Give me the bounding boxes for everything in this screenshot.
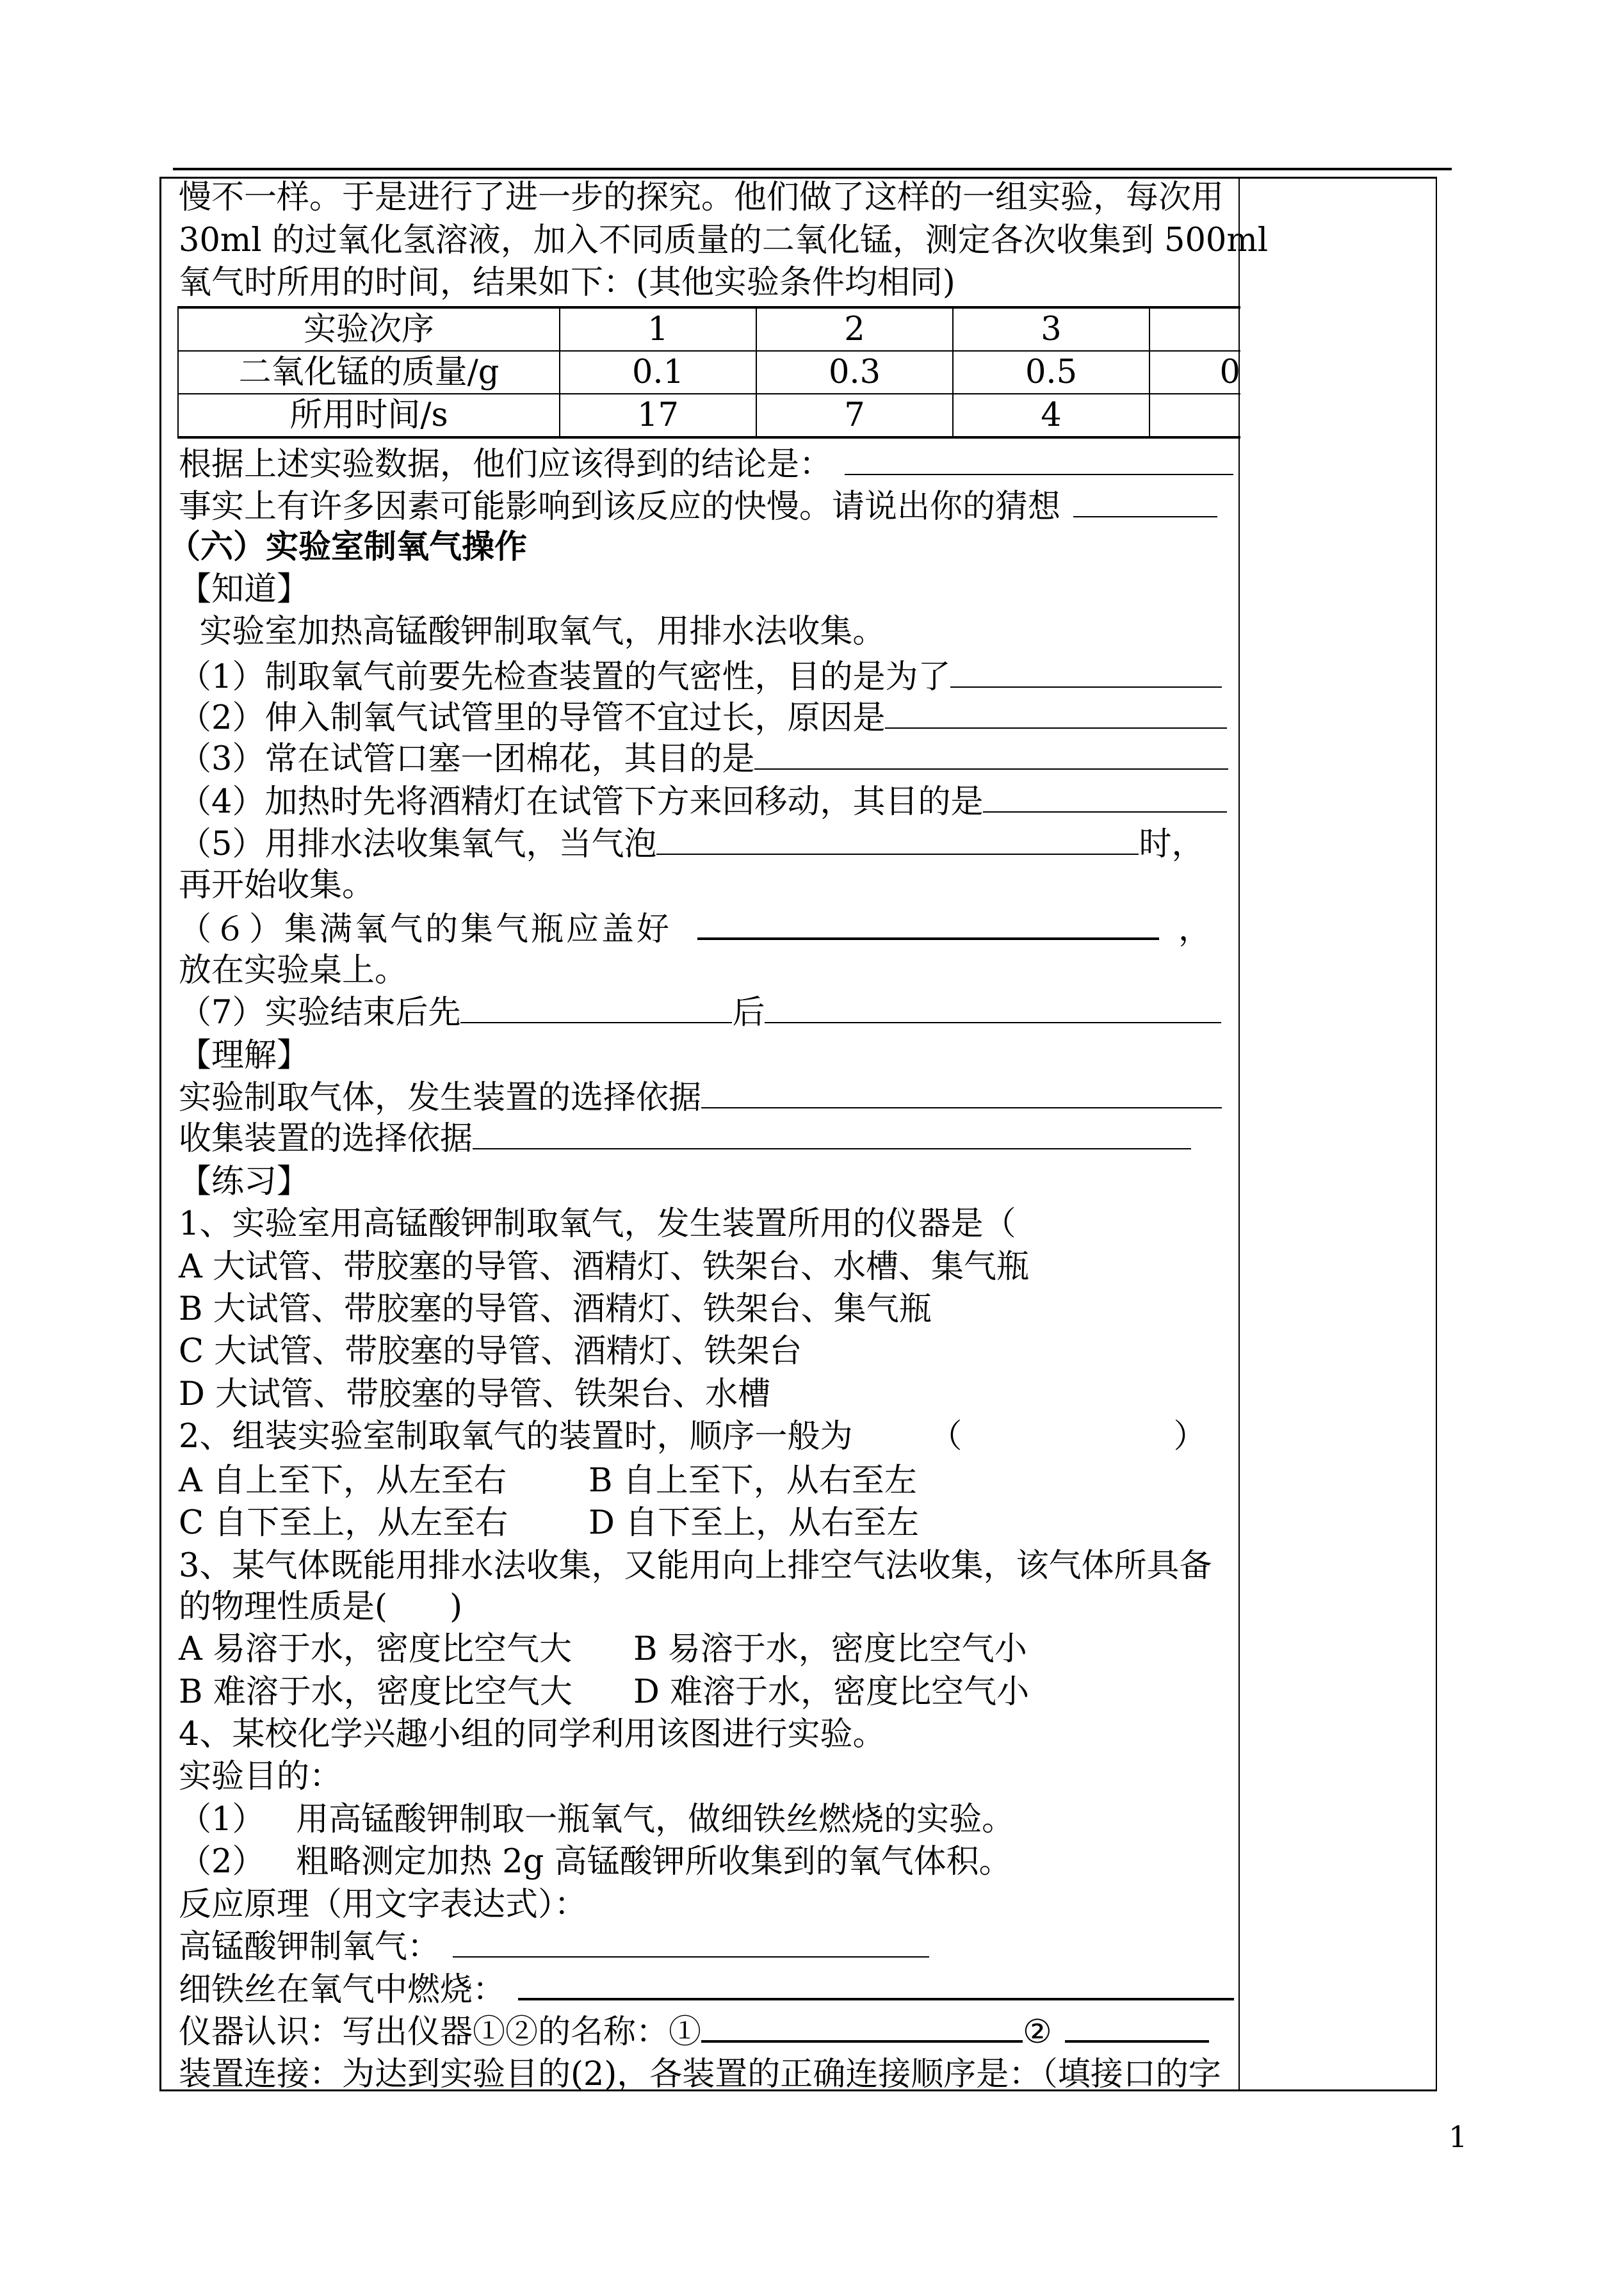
answer-blank[interactable] [754, 743, 1228, 770]
question-line [179, 823, 1204, 866]
question-line: 3、某气体既能用排水法收集，又能用向上排空气法收集，该气体所具备 [179, 1547, 1212, 1585]
table-cell: 0.1 [560, 351, 756, 394]
question-text: 实验制取气体，发生装置的选择依据 [179, 1079, 702, 1117]
question-line: 装置连接：为达到实验目的(2)，各装置的正确连接顺序是：（填接口的字 [179, 2056, 1221, 2093]
section-title: （六）实验室制氧气操作 [168, 528, 528, 566]
question-text: （2）伸入制氧气试管里的导管不宜过长，原因是 [179, 699, 886, 737]
question-line [179, 1118, 1191, 1160]
answer-blank[interactable] [701, 2015, 1023, 2043]
paren-close: ） [1173, 1418, 1206, 1456]
answer-blank[interactable] [950, 661, 1222, 688]
answer-blank[interactable] [518, 1972, 1234, 2000]
table-cell: 17 [560, 394, 756, 437]
option-line: C 大试管、带胶塞的导管、酒精灯、铁架台 [179, 1333, 802, 1370]
paren-open: （ [929, 1418, 962, 1456]
option-d: D 自下至上，从右至左 [589, 1504, 920, 1542]
question-text: （7）实验结束后先 [179, 994, 461, 1032]
table-cell [1149, 394, 1240, 437]
answer-blank[interactable] [765, 996, 1221, 1023]
option-c: C 自下至上，从左至右 [179, 1504, 508, 1542]
question-line [179, 2011, 1209, 2054]
answer-blank[interactable] [1073, 491, 1217, 517]
question-text: 收集装置的选择依据 [179, 1120, 473, 1158]
guess-line [179, 486, 1217, 528]
know-intro: 实验室加热高锰酸钾制取氧气，用排水法收集。 [179, 613, 886, 651]
question-text: 高锰酸钾制氧气： [179, 1928, 441, 1966]
intro-line: 氧气时所用的时间，结果如下：(其他实验条件均相同) [179, 264, 955, 302]
question-text: 2、组装实验室制取氧气的装置时，顺序一般为 [179, 1418, 853, 1456]
table-cell: 3 [953, 307, 1149, 351]
question-text: （６）集满氧气的集气瓶应盖好 [179, 911, 672, 948]
answer-blank[interactable] [845, 448, 1233, 475]
intro-line: 30ml 的过氧化氢溶液，加入不同质量的二氧化锰，测定各次收集到 500ml [179, 222, 1269, 259]
question-line: 再开始收集。 [179, 866, 375, 904]
option-line [179, 1502, 919, 1545]
answer-blank[interactable] [453, 1931, 929, 1958]
table-cell: 所用时间/s [178, 394, 560, 437]
option-b: B 自上至下，从右至左 [589, 1462, 917, 1500]
table-cell: 1 [560, 307, 756, 351]
option-b: B 易溶于水，密度比空气小 [633, 1630, 1027, 1668]
option-line [179, 1460, 917, 1502]
option-d: D 难溶于水，密度比空气小 [633, 1673, 1030, 1711]
question-text: 细铁丝在氧气中燃烧： [179, 1971, 506, 2009]
option-line: D 大试管、带胶塞的导管、铁架台、水槽 [179, 1375, 771, 1413]
question-text: （1）制取氧气前要先检查装置的气密性，目的是为了 [179, 658, 951, 696]
table-row [178, 351, 1240, 394]
question-line [179, 992, 1221, 1034]
question-line: 4、某校化学兴趣小组的同学利用该图进行实验。 [179, 1715, 886, 1753]
answer-blank[interactable] [885, 702, 1227, 729]
principle-label: 反应原理（用文字表达式）： [179, 1886, 587, 1924]
table-cell: 二氧化锰的质量/g [178, 351, 560, 394]
table-cell [1149, 307, 1240, 351]
table-cell: 0 [1149, 351, 1240, 394]
table-cell: 4 [953, 394, 1149, 437]
option-line: B 大试管、带胶塞的导管、酒精灯、铁架台、集气瓶 [179, 1290, 932, 1328]
answer-blank[interactable] [701, 1082, 1222, 1108]
answer-blank[interactable] [983, 786, 1227, 813]
column-divider [1238, 177, 1240, 2091]
answer-blank[interactable] [460, 996, 732, 1023]
intro-line: 慢不一样。于是进行了进一步的探究。他们做了这样的一组实验，每次用 [179, 179, 1224, 216]
question-line [179, 781, 1227, 823]
answer-blank[interactable] [656, 828, 1139, 855]
question-line [179, 1926, 929, 1968]
option-a: A 自上至下，从左至右 [179, 1462, 507, 1500]
page-number: 1 [1449, 2120, 1468, 2154]
table-row [178, 394, 1240, 437]
experiment-table [177, 306, 1240, 439]
practice-heading: 【练习】 [179, 1163, 310, 1201]
question-text: （4）加热时先将酒精灯在试管下方来回移动，其目的是 [179, 783, 984, 821]
question-line [179, 1969, 1234, 2011]
question-line [179, 909, 1211, 951]
option-line [179, 1628, 1027, 1671]
table-cell: 2 [756, 307, 953, 351]
question-line: 放在实验桌上。 [179, 952, 408, 989]
table-row [178, 307, 1240, 351]
table-cell: 实验次序 [178, 307, 560, 351]
purpose-label: 实验目的： [179, 1758, 343, 1796]
purpose-item: （1） 用高锰酸钾制取一瓶氧气，做细铁丝燃烧的实验。 [179, 1801, 1015, 1838]
option-line: A 大试管、带胶塞的导管、酒精灯、铁架台、水槽、集气瓶 [179, 1248, 1030, 1286]
conclusion-line [179, 444, 1233, 486]
question-line [179, 656, 1222, 699]
question-text: （3）常在试管口塞一团棉花，其目的是 [179, 740, 755, 778]
answer-blank[interactable] [473, 1123, 1191, 1149]
option-line [179, 1671, 1029, 1714]
question-line [179, 738, 1228, 781]
question-text: ② [1023, 2013, 1052, 2051]
question-text: 仪器认识：写出仪器①②的名称：① [179, 2013, 702, 2051]
answer-blank[interactable] [1065, 2015, 1209, 2043]
question-line [179, 1416, 1206, 1458]
table-cell: 0.5 [953, 351, 1149, 394]
conclusion-label: 根据上述实验数据，他们应该得到的结论是： [179, 446, 832, 483]
question-line: 1、实验室用高锰酸钾制取氧气，发生装置所用的仪器是（ [179, 1205, 1016, 1243]
question-line: 的物理性质是( ) [179, 1588, 463, 1626]
option-c: B 难溶于水，密度比空气大 [179, 1673, 572, 1711]
question-line [179, 697, 1227, 740]
understand-heading: 【理解】 [179, 1037, 310, 1075]
question-line [179, 1077, 1222, 1119]
table-cell: 7 [756, 394, 953, 437]
question-text: ， [1178, 911, 1212, 948]
header-rule [173, 168, 1452, 170]
question-text: 后 [732, 994, 765, 1032]
question-text: （5）用排水法收集氧气，当气泡 [179, 825, 657, 863]
purpose-item: （2） 粗略测定加热 2g 高锰酸钾所收集到的氧气体积。 [179, 1843, 1012, 1881]
guess-label: 事实上有许多因素可能影响到该反应的快慢。请说出你的猜想 [179, 488, 1061, 526]
know-heading: 【知道】 [179, 571, 310, 608]
option-a: A 易溶于水，密度比空气大 [179, 1630, 572, 1668]
answer-blank[interactable] [697, 912, 1159, 940]
table-cell: 0.3 [756, 351, 953, 394]
question-text: 时， [1139, 825, 1205, 863]
